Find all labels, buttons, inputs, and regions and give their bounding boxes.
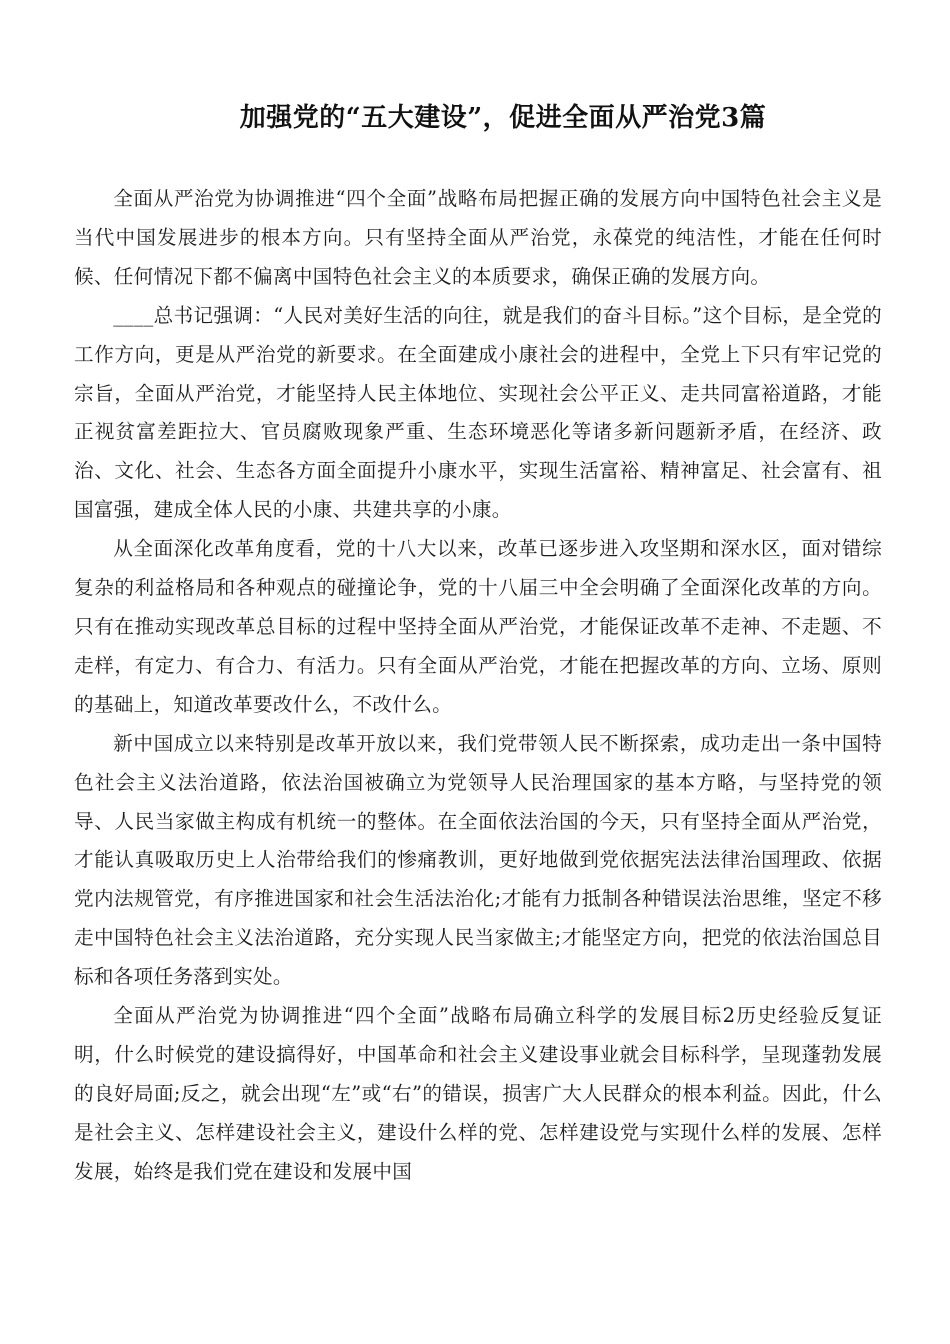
paragraph: 全面从严治党为协调推进“四个全面”战略布局把握正确的发展方向中国特色社会主义是当代中国发展进步的根本方向。只有坚持全面从严治党，永葆党的纯洁性，才能在任何时候、任何情况下都不偏离中国特色社会主义的本质要求，确保正确的发展方向。 <box>74 187 882 288</box>
paragraph: 从全面深化改革角度看，党的十八大以来，改革已逐步进入攻坚期和深水区，面对错综复杂的利益格局和各种观点的碰撞论争，党的十八届三中全会明确了全面深化改革的方向。只有在推动实现改革总目标的过程中坚持全面从严治党，才能保证改革不走神、不走题、不走样，有定力、有合力、有活力。只有全面从严治党，才能在把握改革的方向、立场、原则的基础上，知道改革要改什么，不改什么。 <box>74 537 882 716</box>
paragraph: ____总书记强调：“人民对美好生活的向往，就是我们的奋斗目标。”这个目标，是全党的工作方向，更是从严治党的新要求。在全面建成小康社会的进程中，全党上下只有牢记党的宗旨，全面从严治党，才能坚持人民主体地位、实现社会公平正义、走共同富裕道路，才能正视贫富差距拉大、官员腐败现象严重、生态环境恶化等诸多新问题新矛盾，在经济、政治、文化、社会、生态各方面全面提升小康水平，实现生活富裕、精神富足、社会富有、祖国富强，建成全体人民的小康、共建共享的小康。 <box>74 303 882 522</box>
document-body <box>74 180 882 1192</box>
document-title: 加强党的“五大建设”，促进全面从严治党3篇 <box>239 103 767 133</box>
paragraph: 新中国成立以来特别是改革开放以来，我们党带领人民不断探索，成功走出一条中国特色社会主义法治道路，依法治国被确立为党领导人民治理国家的基本方略，与坚持党的领导、人民当家做主构成有机统一的整体。在全面依法治国的今天，只有坚持全面从严治党，才能认真吸取历史上人治带给我们的惨痛教训，更好地做到党依据宪法法律治国理政、依据党内法规管党，有序推进国家和社会生活法治化;才能有力抵制各种错误法治思维，坚定不移走中国特色社会主义法治道路，充分实现人民当家做主;才能坚定方向，把党的依法治国总目标和各项任务落到实处。 <box>74 731 882 989</box>
paragraph: 全面从严治党为协调推进“四个全面”战略布局确立科学的发展目标2历史经验反复证明，什么时候党的建设搞得好，中国革命和社会主义建设事业就会目标科学，呈现蓬勃发展的良好局面;反之，就会出现“左”或“右”的错误，损害广大人民群众的根本利益。因此，什么是社会主义、怎样建设社会主义，建设什么样的党、怎样建设党与实现什么样的发展、怎样发展，始终是我们党在建设和发展中国 <box>74 1004 882 1183</box>
